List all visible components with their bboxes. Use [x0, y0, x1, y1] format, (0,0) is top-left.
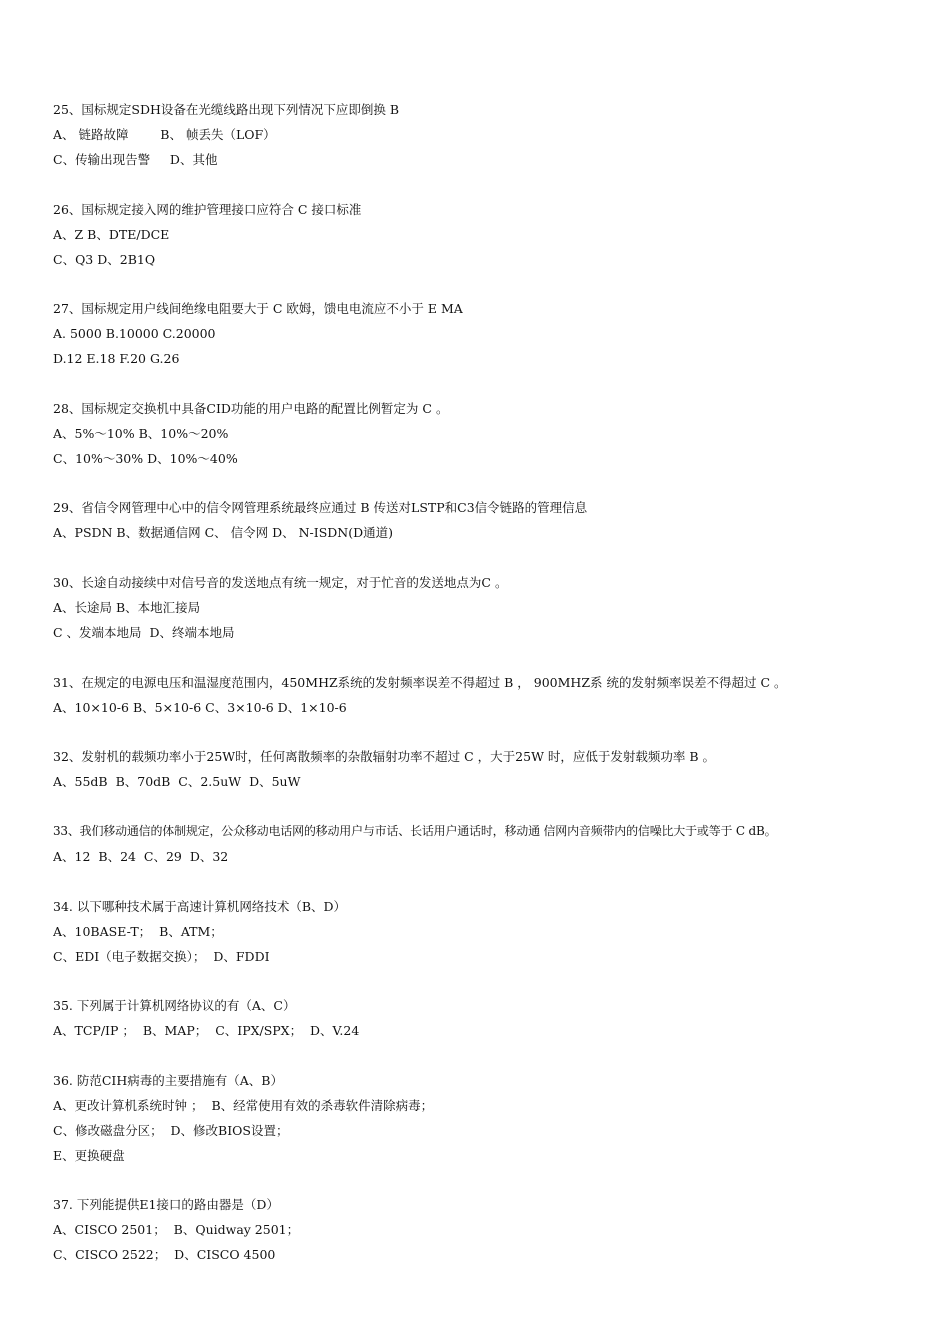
question-31	[53, 670, 933, 720]
question-35	[53, 993, 933, 1043]
question-option: A、CISCO 2501； B、Quidway 2501；	[53, 1222, 300, 1237]
question-36	[53, 1068, 933, 1168]
question-stem: 28、国标规定交换机中具备CID功能的用户电路的配置比例暂定为 C 。	[53, 401, 449, 416]
question-option: C、CISCO 2522； D、CISCO 4500	[53, 1247, 276, 1262]
question-stem: 36. 防范CIH病毒的主要措施有（A、B）	[53, 1073, 283, 1088]
question-option: A、 链路故障 B、 帧丢失（LOF）	[53, 127, 276, 142]
question-option: A、TCP/IP ； B、MAP； C、IPX/SPX； D、V.24	[53, 1023, 360, 1038]
question-option: A、55dB B、70dB C、2.5uW D、5uW	[53, 774, 301, 789]
question-option: A、长途局 B、本地汇接局	[53, 600, 201, 615]
question-option: C、EDI（电子数据交换）； D、FDDI	[53, 949, 270, 964]
question-33	[53, 819, 933, 869]
question-option: A、Z B、DTE/DCE	[53, 227, 170, 242]
question-29	[53, 495, 933, 545]
question-option: A、10BASE-T； B、ATM；	[53, 924, 223, 939]
question-34	[53, 894, 933, 969]
question-option: C、Q3 D、2B1Q	[53, 252, 156, 267]
question-37	[53, 1192, 933, 1267]
question-option: E、更换硬盘	[53, 1148, 125, 1163]
question-stem: 30、长途自动接续中对信号音的发送地点有统一规定，对于忙音的发送地点为C 。	[53, 575, 508, 590]
question-option: C 、发端本地局 D、终端本地局	[53, 625, 235, 640]
question-option: A. 5000 B.10000 C.20000	[53, 326, 216, 341]
question-option: A、10×10-6 B、5×10-6 C、3×10-6 D、1×10-6	[53, 700, 347, 715]
question-stem: 29、省信令网管理中心中的信令网管理系统最终应通过 B 传送对LSTP和C3信令链路的管理信息	[53, 500, 588, 515]
question-stem: 37. 下列能提供E1接口的路由器是（D）	[53, 1197, 279, 1212]
question-option: A、12 B、24 C、29 D、32	[53, 849, 229, 864]
question-option: C、10%～30% D、10%～40%	[53, 451, 238, 466]
question-option: D.12 E.18 F.20 G.26	[53, 351, 180, 366]
question-stem: 25、国标规定SDH设备在光缆线路出现下列情况下应即倒换 B	[53, 102, 400, 117]
question-28	[53, 396, 933, 471]
question-26	[53, 197, 933, 272]
question-stem: 31、在规定的电源电压和温湿度范围内，450MHZ系统的发射频率误差不得超过 B ， 900MHZ系 统的发射频率误差不得超过 C 。	[53, 675, 787, 690]
question-stem: 35. 下列属于计算机网络协议的有（A、C）	[53, 998, 296, 1013]
question-stem: 34. 以下哪种技术属于高速计算机网络技术（B、D）	[53, 899, 347, 914]
question-option: A、5%～10% B、10%～20%	[53, 426, 229, 441]
question-option: A、PSDN B、数据通信网 C、 信令网 D、 N-ISDN(D通道)	[53, 525, 393, 540]
question-32	[53, 744, 933, 794]
question-stem: 33、我们移动通信的体制规定，公众移动电话网的移动用户与市话、长话用户通话时，移动通 信网内音频带内的信噪比大于或等于 C dB。	[53, 824, 777, 838]
question-27	[53, 296, 933, 371]
question-option: C、修改磁盘分区； D、修改BIOS设置；	[53, 1123, 289, 1138]
question-option: A、更改计算机系统时钟 ； B、经常使用有效的杀毒软件清除病毒；	[53, 1098, 434, 1113]
question-stem: 27、国标规定用户线间绝缘电阻要大于 C 欧姆，馈电电流应不小于 E MA	[53, 301, 463, 316]
question-stem: 32、发射机的载频功率小于25W时，任何离散频率的杂散辐射功率不超过 C ，大于25W 时，应低于发射载频功率 B 。	[53, 749, 716, 764]
question-25	[53, 97, 933, 172]
question-stem: 26、国标规定接入网的维护管理接口应符合 C 接口标准	[53, 202, 362, 217]
question-30	[53, 570, 933, 645]
question-option: C、传输出现告警 D、其他	[53, 152, 218, 167]
